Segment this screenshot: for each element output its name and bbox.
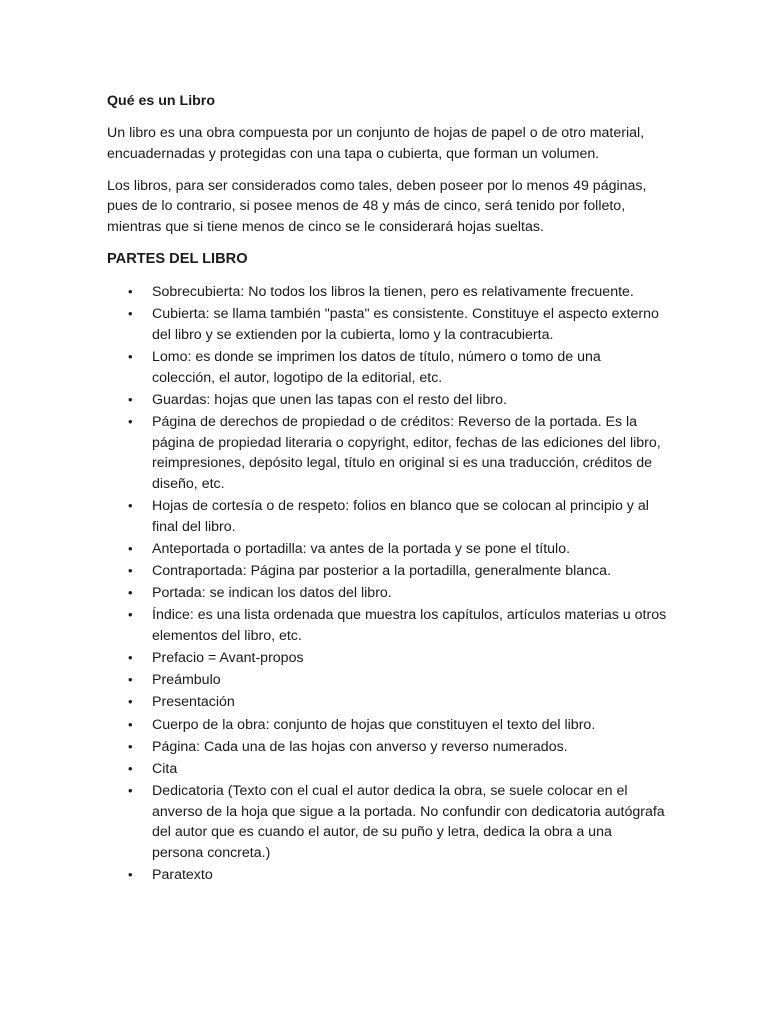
list-item: [107, 347, 667, 389]
document-page: [107, 91, 667, 887]
list-item: [107, 737, 667, 758]
bullet-icon: •: [128, 305, 133, 321]
bullet-icon: •: [128, 716, 133, 732]
list-item: [107, 282, 667, 303]
bullet-icon: •: [128, 413, 133, 429]
bullet-icon: •: [128, 607, 133, 623]
list-item-text: Cita: [152, 760, 178, 777]
list-item-text: Página de derechos de propiedad o de créditos: Reverso de la portada. Es la página de propiedad literaria o copyright, editor, fechas de las ediciones del libro, reimpresiones, depósito legal, título en original si es una traducción, créditos de diseño, etc.: [152, 413, 661, 493]
list-item-text: Paratexto: [152, 867, 213, 884]
list-item-text: Prefacio = Avant-propos: [152, 650, 304, 667]
bullet-icon: •: [128, 391, 133, 407]
list-item: [107, 304, 667, 346]
bullet-icon: •: [128, 348, 133, 364]
list-item-text: Sobrecubierta: No todos los libros la tienen, pero es relativamente frecuente.: [152, 283, 634, 300]
list-item: [107, 781, 667, 864]
paragraph-definition: Un libro es una obra compuesta por un conjunto de hojas de papel o de otro material, encuadernadas y protegidas con una tapa o cubierta, que forman un volumen.: [107, 125, 645, 162]
list-item-text: Página: Cada una de las hojas con anverso y reverso numerados.: [152, 738, 568, 755]
list-item-text: Presentación: [152, 694, 235, 711]
parts-list: [107, 282, 667, 886]
bullet-icon: •: [128, 541, 133, 557]
bullet-icon: •: [128, 867, 133, 883]
list-item: [107, 759, 667, 780]
bullet-icon: •: [128, 738, 133, 754]
list-item: [107, 670, 667, 691]
bullet-icon: •: [128, 694, 133, 710]
list-item: [107, 412, 667, 495]
list-item: [107, 539, 667, 560]
list-item: [107, 583, 667, 604]
bullet-icon: •: [128, 498, 133, 514]
list-item-text: Cuerpo de la obra: conjunto de hojas que constituyen el texto del libro.: [152, 716, 596, 733]
list-item-text: Dedicatoria (Texto con el cual el autor dedica la obra, se suele colocar en el anverso de la hoja que sigue a la portada. No confundir con dedicatoria autógrafa del autor que es cuando el autor, de su puño y letra, dedica la obra a una persona concreta.): [152, 782, 665, 862]
list-item-text: Cubierta: se llama también "pasta" es consistente. Constituye el aspecto externo del libro y se extienden por la cubierta, lomo y la contracubierta.: [152, 305, 659, 343]
list-item-text: Lomo: es donde se imprimen los datos de título, número o tomo de una colección, el autor, logotipo de la editorial, etc.: [152, 348, 601, 386]
list-item: [107, 561, 667, 582]
bullet-icon: •: [128, 563, 133, 579]
list-item: [107, 605, 667, 647]
bullet-icon: •: [128, 782, 133, 798]
list-item-text: Anteportada o portadilla: va antes de la portada y se pone el título.: [152, 541, 571, 558]
bullet-icon: •: [128, 650, 133, 666]
bullet-icon: •: [128, 672, 133, 688]
list-item: [107, 715, 667, 736]
list-item-text: Portada: se indican los datos del libro.: [152, 585, 392, 602]
list-item: [107, 390, 667, 411]
paragraph-page-count: Los libros, para ser considerados como tales, deben poseer por lo menos 49 páginas, pues de lo contrario, si posee menos de 48 y más de cinco, será tenido por folleto, mientras que si tiene menos de cinco se le considerará hojas sueltas.: [107, 177, 647, 236]
list-item-text: Contraportada: Página par posterior a la portadilla, generalmente blanca.: [152, 563, 612, 580]
list-item: [107, 692, 667, 713]
list-item-text: Índice: es una lista ordenada que muestra los capítulos, artículos materias u otros elementos del libro, etc.: [152, 607, 667, 645]
list-item: [107, 865, 667, 886]
list-item: [107, 496, 667, 538]
bullet-icon: •: [128, 760, 133, 776]
document-title: Qué es un Libro: [107, 93, 215, 109]
list-item-text: Hojas de cortesía o de respeto: folios en blanco que se colocan al principio y al final del libro.: [152, 498, 649, 536]
bullet-icon: •: [128, 585, 133, 601]
list-item-text: Preámbulo: [152, 672, 221, 689]
list-item-text: Guardas: hojas que unen las tapas con el resto del libro.: [152, 391, 507, 408]
section-heading-parts: PARTES DEL LIBRO: [107, 250, 248, 267]
bullet-icon: •: [128, 283, 133, 299]
list-item: [107, 648, 667, 669]
